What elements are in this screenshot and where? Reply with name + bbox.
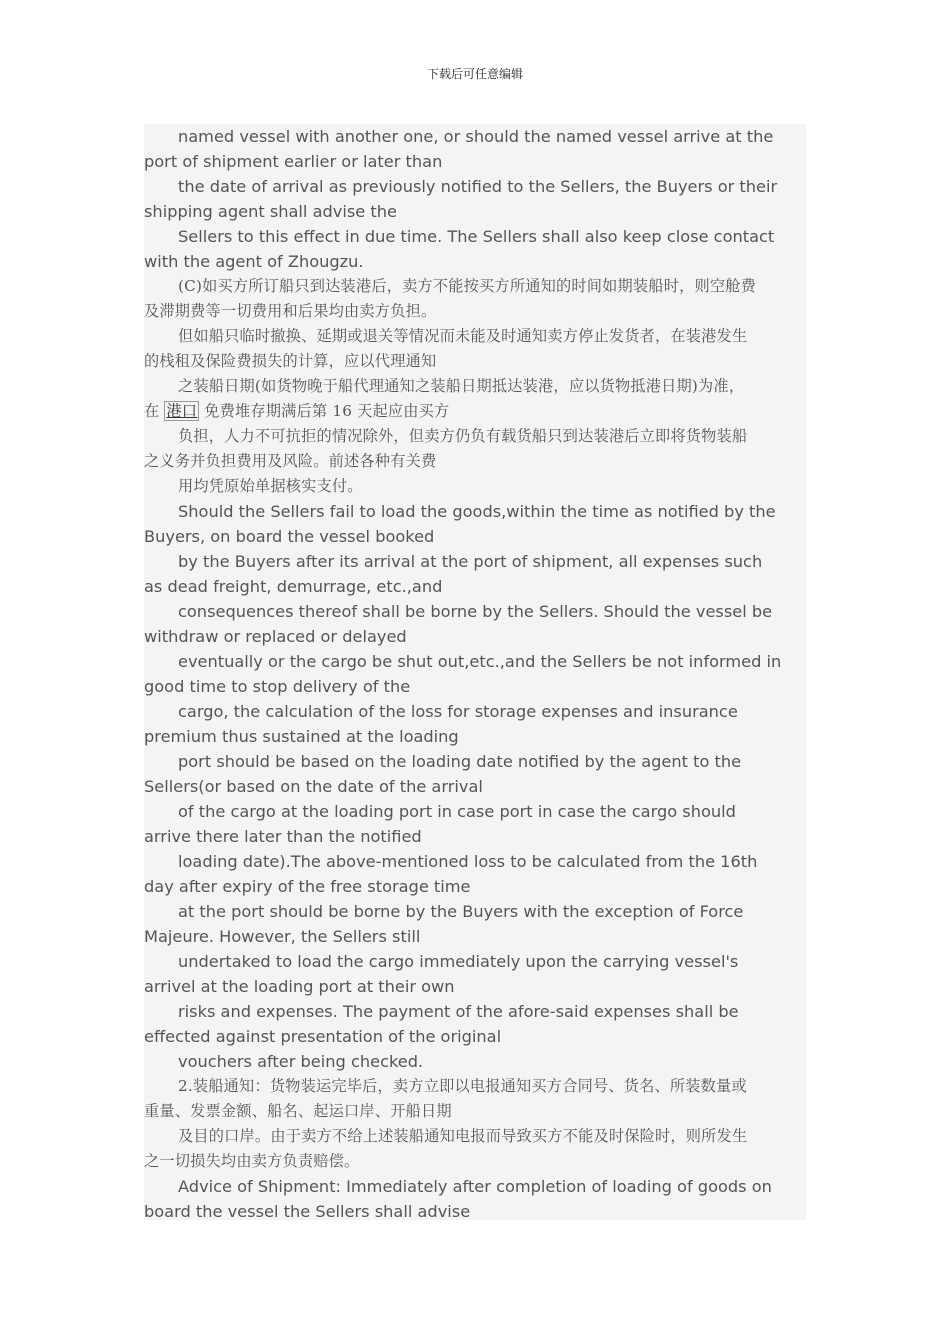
paragraph-line: board the vessel the Sellers shall advise [144,1202,471,1220]
paragraph-line: 之装船日期(如货物晚于船代理通知之装船日期抵达装港，应以货物抵港日期)为准， [178,377,745,395]
paragraph-line: with the agent of Zhougzu. [144,252,364,271]
paragraph [144,124,806,174]
paragraph-chinese [144,374,806,424]
paragraph [144,999,806,1049]
paragraph-line: risks and expenses. The payment of the afore-said expenses shall be [178,1002,739,1021]
paragraph-line: Advice of Shipment: Immediately after completion of loading of goods on [178,1177,772,1196]
paragraph-line: of the cargo at the loading port in case port in case the cargo should [178,802,736,821]
paragraph-line: cargo, the calculation of the loss for storage expenses and insurance [178,702,738,721]
paragraph-line: shipping agent shall advise the [144,202,397,221]
paragraph-line: 负担，人力不可抗拒的情况除外，但卖方仍负有载货船只到达装港后立即将货物装船 [178,427,748,445]
paragraph [144,799,806,849]
paragraph-line: arrive there later than the notified [144,827,422,846]
paragraph-line: the date of arrival as previously notified to the Sellers, the Buyers or their [178,177,778,196]
paragraph-line: Sellers(or based on the date of the arrival [144,777,483,796]
line-suffix: 免费堆存期满后第 16 天起应由买方 [204,402,450,420]
paragraph [144,549,806,599]
paragraph-line: consequences thereof shall be borne by the Sellers. Should the vessel be [178,602,773,621]
paragraph-chinese [144,474,806,499]
paragraph-line: Majeure. However, the Sellers still [144,927,421,946]
paragraph-line: (C)如买方所订船只到达装港后，卖方不能按买方所通知的时间如期装船时，则空舱费 [178,277,757,295]
paragraph-line [144,399,806,424]
paragraph-line: loading date).The above-mentioned loss to be calculated from the 16th [178,852,758,871]
paragraph-line: by the Buyers after its arrival at the port of shipment, all expenses such [178,552,763,571]
paragraph-line: eventually or the cargo be shut out,etc.,and the Sellers be not informed in [178,652,782,671]
paragraph-line: at the port should be borne by the Buyers with the exception of Force [178,902,744,921]
paragraph-line: port of shipment earlier or later than [144,152,443,171]
paragraph [144,174,806,224]
paragraph [144,499,806,549]
paragraph-line: premium thus sustained at the loading [144,727,459,746]
paragraph [144,599,806,649]
paragraph-chinese [144,274,806,324]
paragraph-chinese [144,1124,806,1174]
paragraph-line: Should the Sellers fail to load the goods,within the time as notified by the [178,502,776,521]
paragraph [144,849,806,899]
paragraph-line: vouchers after being checked. [178,1052,424,1071]
paragraph [144,699,806,749]
page-header: 下载后可任意编辑 [426,67,523,81]
paragraph-line: 用均凭原始单据核实支付。 [178,477,363,495]
paragraph-line: 之义务并负担费用及风险。前述各种有关费 [144,452,437,470]
paragraph-chinese [144,424,806,474]
paragraph-line: 及目的口岸。由于卖方不给上述装船通知电报而导致买方不能及时保险时，则所发生 [178,1127,748,1145]
paragraph-line: Sellers to this effect in due time. The Sellers shall also keep close contact [178,227,775,246]
paragraph-line: withdraw or replaced or delayed [144,627,407,646]
paragraph-line: 但如船只临时撤换、延期或退关等情况而未能及时通知卖方停止发货者，在装港发生 [178,327,748,345]
paragraph-line: 之一切损失均由卖方负责赔偿。 [144,1152,360,1170]
paragraph-line: 2.装船通知：货物装运完毕后，卖方立即以电报通知买方合同号、货名、所装数量或 [178,1077,747,1095]
document-body [144,124,806,1220]
paragraph-line: day after expiry of the free storage time [144,877,471,896]
paragraph [144,899,806,949]
paragraph [144,649,806,699]
paragraph [144,949,806,999]
paragraph-line: undertaked to load the cargo immediately upon the carrying vessel's [178,952,739,971]
paragraph-line: Buyers, on board the vessel booked [144,527,435,546]
paragraph [144,224,806,274]
paragraph-line: as dead freight, demurrage, etc.,and [144,577,443,596]
paragraph [144,1049,806,1074]
line-prefix: 在 [144,402,160,420]
paragraph [144,749,806,799]
paragraph-line: 及滞期费等一切费用和后果均由卖方负担。 [144,302,437,320]
paragraph-line: 重量、发票金额、船名、起运口岸、开船日期 [144,1102,452,1120]
paragraph [144,1174,806,1220]
paragraph-line: named vessel with another one, or should the named vessel arrive at the [178,127,774,146]
paragraph-line: good time to stop delivery of the [144,677,411,696]
paragraph-line: port should be based on the loading date notified by the agent to the [178,752,742,771]
port-link[interactable]: 港口 [166,402,198,420]
paragraph-line: arrivel at the loading port at their own [144,977,455,996]
paragraph-line: 的栈租及保险费损失的计算，应以代理通知 [144,352,437,370]
paragraph-chinese [144,324,806,374]
paragraph-chinese [144,1074,806,1124]
paragraph-line: effected against presentation of the original [144,1027,502,1046]
